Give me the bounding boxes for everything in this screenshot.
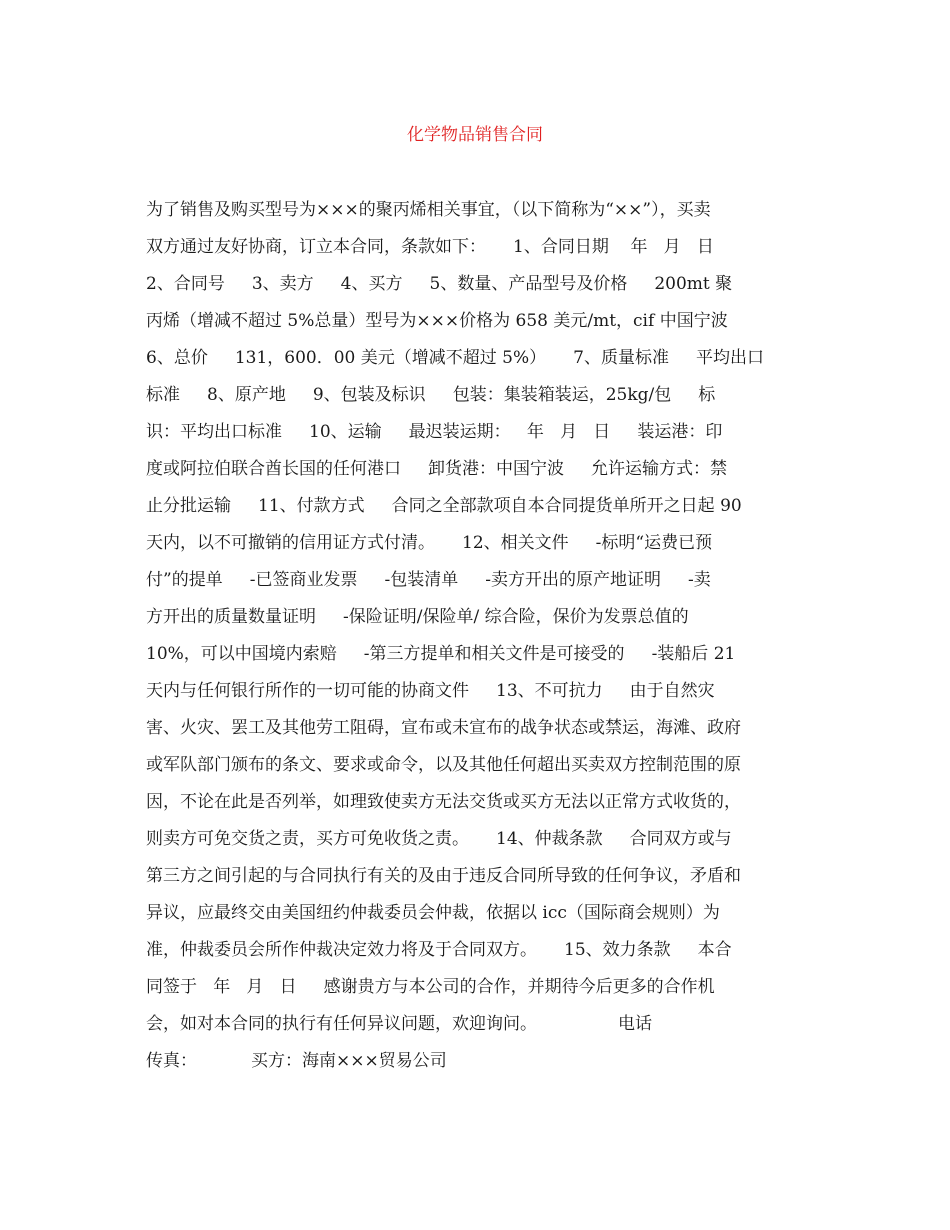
text-line: 会，如对本合同的执行有任何异议问题，欢迎询问。 电话 [146, 1014, 653, 1034]
text-line: 因，不论在此是否列举，如理致使卖方无法交货或买方无法以正常方式收货的， [146, 792, 741, 812]
text-line: 10%，可以中国境内索赔 -第三方提单和相关文件是可接受的 -装船后 21 [146, 644, 736, 664]
text-line: 付”的提单 -已签商业发票 -包装清单 -卖方开出的原产地证明 -卖 [146, 570, 711, 590]
text-line: 天内，以不可撤销的信用证方式付清。 12、相关文件 -标明“运费已预 [146, 533, 713, 553]
text-line: 则卖方可免交货之责，买方可免收货之责。 14、仲裁条款 合同双方或与 [146, 829, 732, 849]
text-line: 异议，应最终交由美国纽约仲裁委员会仲裁，依据以 icc（国际商会规则）为 [146, 903, 720, 923]
text-line: 方开出的质量数量证明 -保险证明/保险单/ 综合险，保价为发票总值的 [146, 607, 689, 627]
text-line: 丙烯（增减不超过 5%总量）型号为×××价格为 658 美元/mt，cif 中国宁波 [146, 311, 728, 331]
text-line: 识：平均出口标准 10、运输 最迟装运期： 年 月 日 装运港：印 [146, 422, 723, 442]
document-title: 化学物品销售合同 [407, 125, 543, 145]
text-line: 害、火灾、罢工及其他劳工阻碍，宣布或未宣布的战争状态或禁运，海滩、政府 [146, 718, 741, 738]
contract-body [146, 192, 816, 1080]
text-line: 标准 8、原产地 9、包装及标识 包装：集装箱装运，25kg/包 标 [146, 385, 716, 405]
text-line: 度或阿拉伯联合酋长国的任何港口 卸货港：中国宁波 允许运输方式：禁 [146, 459, 728, 479]
text-line: 准，仲裁委员会所作仲裁决定效力将及于合同双方。 15、效力条款 本合 [146, 940, 732, 960]
text-line: 同签于 年 月 日 感谢贵方与本公司的合作，并期待今后更多的合作机 [146, 977, 715, 997]
text-line: 天内与任何银行所作的一切可能的协商文件 13、不可抗力 由于自然灾 [146, 681, 715, 701]
text-line: 6、总价 131，600．00 美元（增减不超过 5%） 7、质量标准 平均出口 [146, 348, 764, 368]
text-line: 传真： 买方：海南×××贸易公司 [146, 1051, 447, 1071]
text-line: 或军队部门颁布的条文、要求或命令，以及其他任何超出买卖双方控制范围的原 [146, 755, 741, 775]
text-line: 止分批运输 11、付款方式 合同之全部款项自本合同提货单所开之日起 90 [146, 496, 742, 516]
text-line: 第三方之间引起的与合同执行有关的及由于违反合同所导致的任何争议，矛盾和 [146, 866, 741, 886]
text-line: 2、合同号 3、卖方 4、买方 5、数量、产品型号及价格 200mt 聚 [146, 274, 733, 294]
text-line: 为了销售及购买型号为×××的聚丙烯相关事宜，（以下简称为“××”），买卖 [146, 200, 711, 220]
text-line: 双方通过友好协商，订立本合同，条款如下： 1、合同日期 年 月 日 [146, 237, 714, 257]
